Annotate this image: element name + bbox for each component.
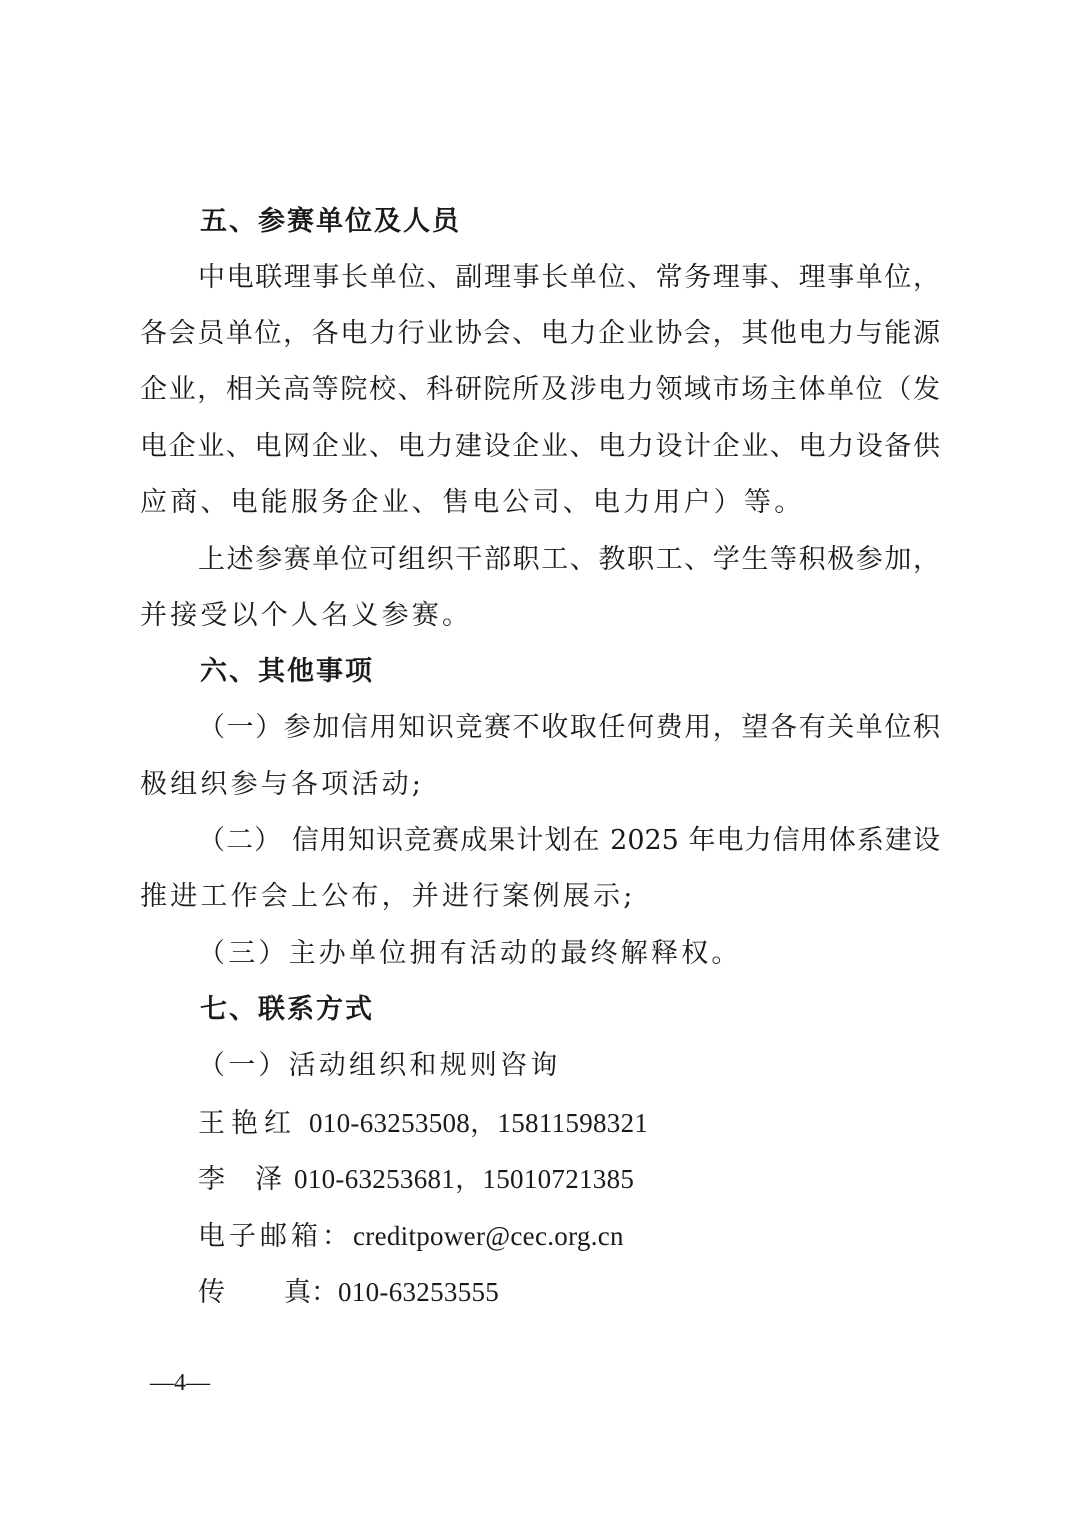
contact-phone: 010-63253681，15010721385 (294, 1164, 635, 1194)
section5-para1-line3: 企业，相关高等院校、科研院所及涉电力领域市场主体单位（发 (140, 374, 940, 405)
section7-heading: 七、联系方式 (200, 994, 374, 1025)
fax-label (198, 1273, 338, 1313)
section5-para1-line1: 中电联理事长单位、副理事长单位、常务理事、理事单位， (198, 262, 940, 293)
fax-label-part2: 真： (284, 1277, 338, 1308)
contact-name-part2: 泽 (255, 1164, 282, 1195)
section6-item2-line1: （二） 信用知识竞赛成果计划在 2025 年电力信用体系建设 (198, 825, 940, 856)
section6-heading: 六、其他事项 (200, 656, 374, 687)
section7-subheading: （一）活动组织和规则咨询 (198, 1050, 561, 1081)
section6-item1-line1: （一）参加信用知识竞赛不收取任何费用，望各有关单位积 (198, 712, 940, 743)
section5-para2-line2: 并接受以个人名义参赛。 (140, 600, 473, 631)
section5-para1-line4: 电企业、电网企业、电力建设企业、电力设计企业、电力设备供 (140, 431, 940, 462)
contact-name: 王艳红 (198, 1108, 297, 1139)
page-number: —4— (150, 1370, 210, 1396)
contact-name-part1: 李 (198, 1164, 225, 1195)
email-label: 电子邮箱： (198, 1221, 353, 1252)
section5-para2-line1: 上述参赛单位可组织干部职工、教职工、学生等积极参加， (198, 544, 940, 575)
contact-name (198, 1160, 282, 1200)
contact-row-li (198, 1159, 898, 1199)
section5-para1-line5: 应商、电能服务企业、售电公司、电力用户）等。 (140, 487, 805, 518)
section5-heading: 五、参赛单位及人员 (200, 206, 461, 237)
section6-item2-line2: 推进工作会上公布，并进行案例展示; (140, 881, 636, 912)
section5-para1-line2: 各会员单位，各电力行业协会、电力企业协会，其他电力与能源 (140, 318, 940, 349)
fax-label-part1: 传 (198, 1277, 225, 1308)
fax-row (198, 1272, 898, 1312)
contact-row-wang (198, 1103, 898, 1143)
email-row (198, 1216, 898, 1256)
section6-item1-line2: 极组织参与各项活动; (140, 769, 425, 800)
fax-number: 010-63253555 (338, 1277, 500, 1307)
section6-item3: （三）主办单位拥有活动的最终解释权。 (198, 938, 742, 969)
contact-phone: 010-63253508，15811598321 (309, 1108, 649, 1138)
email-link[interactable]: creditpower@cec.org.cn (353, 1221, 624, 1251)
